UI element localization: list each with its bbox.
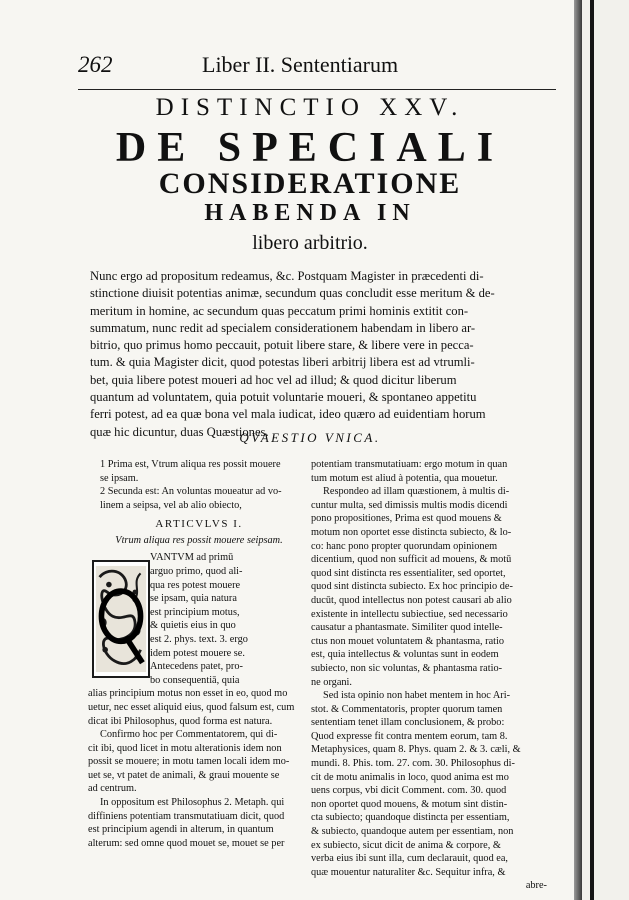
text-line: causatur a phantasmate. Similiter quod intelle-: [311, 622, 503, 634]
text-line: qua res potest mouere: [150, 579, 241, 591]
text-line: co: hanc pono propter quorundam opinionem: [311, 540, 498, 552]
question-1-line: se ipsam.: [100, 472, 139, 484]
text-line: alias principium motus non esset in eo, quod mo: [88, 688, 288, 700]
text-line: bitrio, quo primus homo peccauit, potuit libere stare, & libere vere in pecca-: [90, 338, 474, 353]
text-line: bo consequentiā, quia: [150, 674, 240, 686]
quaestio-heading: QVAESTIO VNICA.: [239, 430, 381, 445]
text-line: mundi. 8. Phis. tom. 27. com. 30. Philosophus di-: [311, 758, 515, 770]
decorated-initial-q: [92, 560, 150, 678]
text-line: alterum: sed omne quod mouet se, mouet se per: [88, 837, 285, 849]
text-line: possit se mouere; in motu tamen locali idem mo-: [88, 756, 290, 768]
articulus-subheading: Vtrum aliqua res possit mouere seipsam.: [115, 535, 283, 547]
text-line: potentiam transmutatiuam: ergo motum in quan: [311, 459, 508, 470]
text-line: subiecto, non sic voluntas, & phantasma ratio-: [311, 662, 503, 674]
text-line: summatum, nunc redit ad specialem considerationem habendam in libero ar-: [90, 320, 476, 335]
header-rule: [78, 89, 556, 90]
text-line: quod sint distincta res essentialiter, sed oportet,: [311, 567, 506, 579]
text-line: tum. & quia Magister dicit, quod potestas liberi arbitrij libera est ad vtrumli-: [90, 355, 475, 370]
text-line: quæ hic dicuntur, duas Quæstiones.: [90, 424, 269, 439]
text-line: motum non oportet esse distincta subiecto, & lo-: [311, 526, 512, 538]
text-line: quæ mouentur naturaliter &c. Sequitur infra, &: [311, 866, 506, 878]
text-line: Nunc ergo ad propositum redeamus, &c. Postquam Magister in præcedenti di-: [90, 269, 484, 283]
text-line: est, quia intellectus & voluntas sunt in eodem: [311, 649, 499, 661]
title-line-4: HABENDA IN: [204, 200, 416, 226]
text-line: diffiniens potentiam transmutatiuam dicit, quod: [88, 810, 285, 822]
intro-paragraph: [90, 268, 552, 441]
text-line: Metaphysices, quam 8. Phys. quam 2. & 3. cæli, &: [311, 744, 521, 756]
page-gutter-shadow: [574, 0, 582, 900]
text-line: ad centrum.: [88, 783, 137, 795]
text-line: tum motum est aliud à potentia, qua mouetur.: [311, 472, 498, 484]
ornament-icon: [94, 562, 148, 676]
text-line: est 2. phys. text. 3. ergo: [150, 633, 248, 645]
text-line: sententiam tenet illam conclusionem, & probo:: [311, 717, 505, 729]
facing-page-edge: [582, 0, 629, 900]
right-column: [311, 458, 553, 893]
text-line: dicat ibi Philosophus, quod forma est natura.: [88, 715, 273, 727]
text-line: Respondeo ad illam quæstionem, à multis di-: [323, 486, 510, 498]
text-line: uens corpus, vbi dicit Comment. com. 30. quod: [311, 785, 507, 797]
question-2-line: linem a seipsa, vel ab alio obiecto,: [100, 499, 242, 511]
text-line: bet, quia libere potest moueri ad hoc vel ad illud; & quod dicitur liberum: [90, 372, 457, 387]
page-header: [78, 50, 558, 84]
text-line: & quietis eius in quo: [150, 620, 236, 632]
text-line: In oppositum est Philosophus 2. Metaph. qui: [100, 797, 285, 809]
text-line: pono propositiones, Prima est quod mouens &: [311, 513, 502, 525]
text-line: uetur, nec esset aliquid eius, quod falsum est, cum: [88, 701, 295, 713]
articulus-heading: ARTICVLVS I.: [155, 518, 243, 531]
text-line: idem potest mouere se.: [150, 647, 245, 659]
text-line: stot. & Commentatoris, propter quorum tamen: [311, 703, 503, 715]
text-line: uet se, vt patet de animali, & graui mouente se: [88, 769, 280, 781]
question-2-line: 2 Secunda est: An voluntas moueatur ad vo-: [100, 486, 282, 498]
binding-strip: [590, 0, 594, 900]
text-line: cuntur multa, sed dimissis multis modis dicendi: [311, 499, 508, 511]
text-line: est principium agendi in alterum, in quantum: [88, 824, 274, 836]
text-line: arguo primo, quod ali-: [150, 565, 243, 577]
text-line: stinctione diuisit potentias animæ, secundum quas concludit esse meritum & de-: [90, 286, 495, 301]
text-line: ex subiecto, sicut dicit de anima & corpore, &: [311, 839, 501, 851]
text-line: VANTVM ad primū: [150, 552, 234, 564]
question-1-line: 1 Prima est, Vtrum aliqua res possit mouere: [100, 459, 281, 470]
text-line: cta subiecto; quandoque distincta per essentiam,: [311, 812, 510, 824]
text-line: ne organi.: [311, 676, 352, 688]
title-line-5: libero arbitrio.: [252, 232, 368, 254]
catchword: abre-: [525, 880, 547, 892]
running-title: Liber II. Sententiarum: [202, 52, 399, 77]
text-line: est principium motus,: [150, 606, 240, 618]
text-line: Antecedens patet, pro-: [150, 661, 243, 673]
text-line: non oportet quod mouens, & motum sint distin-: [311, 798, 508, 810]
text-line: cit ibi, quod licet in motu alterationis idem non: [88, 742, 282, 754]
text-line: cit de motu animalis in loco, quod anima est mo: [311, 771, 509, 783]
distinctio-title: DISTINCTIO XXV.: [155, 94, 465, 121]
text-line: quod sint distincta subiecto. Ex hoc principio de-: [311, 581, 513, 593]
text-line: ferri potest, ad ea quæ bona vel mala iudicat, ideo quæro ad euidentiam horum: [90, 407, 486, 422]
text-line: Quod expresse fit contra mentem eorum, tam 8.: [311, 730, 508, 742]
page-number: 262: [78, 52, 113, 77]
text-line: & subiecto, quandoque autem per essentiam, non: [311, 826, 514, 838]
text-line: Confirmo hoc per Commentatorem, qui di-: [100, 729, 278, 741]
text-line: verba eius ibi sunt illa, cum declarauit, quod ea,: [311, 853, 509, 865]
title-line-2: DE SPECIALI: [115, 125, 505, 171]
title-line-3: CONSIDERATIONE: [158, 167, 462, 200]
text-line: dicentium, quod non sufficit ad mouens, & motū: [311, 554, 512, 566]
text-line: quantum ad voluntatem, quia potuit voluntarie moueri, & spontaneo appetitu: [90, 390, 477, 405]
text-line: se ipsam, quia natura: [150, 593, 237, 605]
text-line: ducūt, quod intellectus non potest causari ab alio: [311, 594, 512, 606]
text-line: existente in intellectu subiectiue, sed necessario: [311, 608, 508, 620]
text-line: Sed ista opinio non habet mentem in hoc Ari-: [323, 690, 511, 702]
text-line: meritum in homine, ac secundum quas peccatum primi hominis extitit con-: [90, 303, 469, 318]
text-line: ctus non mouet voluntatem & phantasma, ratio: [311, 635, 505, 647]
